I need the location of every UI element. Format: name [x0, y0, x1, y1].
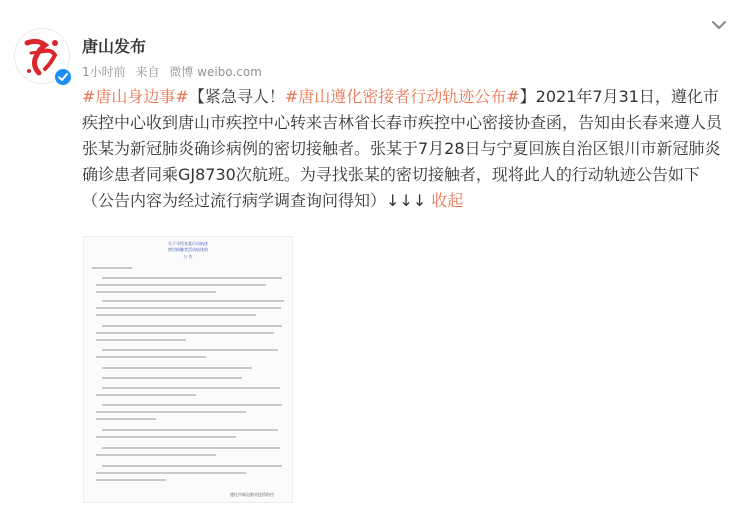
notice-text-line — [96, 339, 186, 341]
post-meta — [82, 63, 268, 80]
content-body-text: 】2021年7月31日，遵化市疾控中心收到唐山市疾控中心转来吉林省长春市疾控中心密接协查函，告知由长春来遵人员张某为新冠肺炎确诊病例的密切接触者。张某于7月28日与宁夏回族自治区银川市新冠肺炎确诊患者同乘GJ8730次航班。为寻找张某的密切接触者，现将此人的行动轨迹公告如下（公告内容为经过流行病学调查询问得知）↓↓↓ — [82, 87, 723, 210]
notice-text-line — [96, 291, 216, 293]
verified-badge-icon — [53, 67, 73, 87]
source-prefix: 来自 — [135, 65, 160, 79]
content-bracket-text: 【紧急寻人！ — [188, 87, 285, 106]
notice-text-line — [102, 387, 280, 389]
notice-text-line — [102, 377, 242, 379]
notice-text-line — [96, 394, 196, 396]
post-source[interactable]: 微博 weibo.com — [169, 65, 262, 79]
notice-text-line — [102, 325, 282, 327]
more-options-button[interactable] — [708, 16, 730, 34]
notice-title-line: 关于寻找张某行动轨迹 — [168, 241, 208, 246]
notice-text-line — [96, 332, 274, 334]
notice-title-line: 密切接触者活动轨迹的 — [168, 247, 208, 252]
notice-text-line — [102, 404, 282, 406]
notice-signature: 遵化市新冠肺炎疫情防控 — [230, 492, 274, 497]
notice-text-line — [96, 436, 236, 438]
notice-image[interactable] — [83, 236, 293, 503]
notice-text-line — [92, 267, 132, 269]
author-name[interactable]: 唐山发布 — [82, 37, 147, 56]
avatar[interactable] — [14, 28, 70, 84]
notice-text-line — [96, 472, 246, 474]
hashtag-link[interactable]: #唐山遵化密接者行动轨迹公布# — [284, 87, 520, 106]
notice-text-line — [96, 418, 156, 420]
notice-text-line — [96, 479, 166, 481]
notice-text-line — [96, 314, 256, 316]
notice-text-line — [102, 367, 252, 369]
post-content — [82, 84, 730, 214]
notice-text-line — [96, 307, 281, 309]
post-time[interactable]: 1小时前 — [82, 65, 126, 79]
notice-text-line — [102, 300, 284, 302]
notice-text-line — [102, 349, 278, 351]
collapse-link[interactable]: 收起 — [431, 191, 464, 210]
notice-text-line — [102, 465, 282, 467]
notice-text-line — [96, 454, 216, 456]
hashtag-link[interactable]: #唐山身边事# — [82, 87, 189, 106]
notice-text-line — [102, 447, 280, 449]
chevron-down-icon — [708, 16, 730, 34]
notice-text-line — [96, 284, 266, 286]
notice-text-line — [102, 429, 278, 431]
notice-text-line — [102, 277, 282, 279]
notice-title-line: 公 告 — [183, 254, 193, 259]
notice-text-line — [96, 411, 246, 413]
notice-text-line — [96, 356, 206, 358]
